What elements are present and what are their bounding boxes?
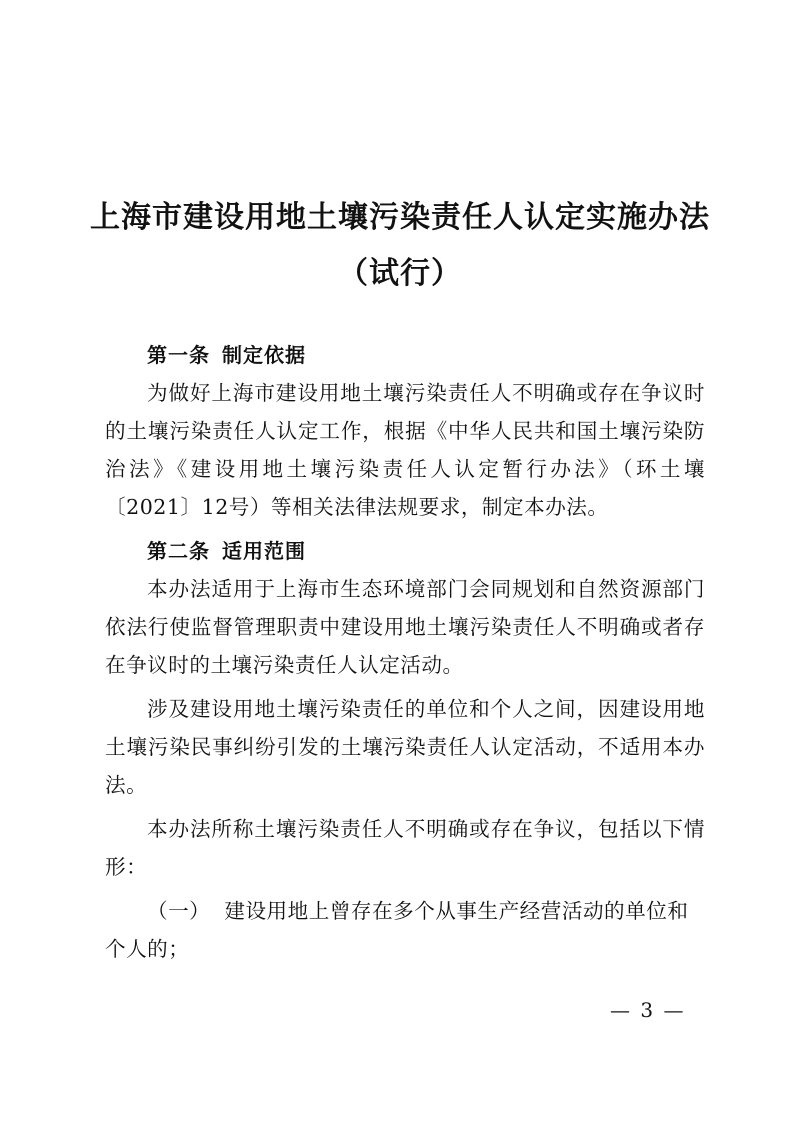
article-2-label: 第二条 (147, 539, 210, 563)
article-1-title: 制定依据 (222, 343, 306, 367)
article-2-title: 适用范围 (222, 539, 306, 563)
article-2-paragraph-3: 本办法所称土壤污染责任人不明确或存在争议，包括以下情形： (105, 817, 705, 879)
document-body (105, 336, 705, 968)
item-1-label: （一） (147, 899, 211, 923)
article-1-heading (105, 336, 705, 374)
article-2-heading (105, 532, 705, 570)
article-1-paragraph: 为做好上海市建设用地土壤污染责任人不明确或存在争议时的土壤污染责任人认定工作，根据《中华人民共和国土壤污染防治法》《建设用地土壤污染责任人认定暂行办法》（环土壤〔2021〕12号）等相关法律法规要求，制定本办法。 (105, 381, 705, 519)
article-2-item-1 (105, 892, 705, 968)
document-subtitle: （试行） (338, 256, 462, 291)
document-title: 上海市建设用地土壤污染责任人认定实施办法 (90, 200, 710, 235)
item-1-text: 建设用地上曾存在多个从事生产经营活动的单位和个人的； (105, 899, 689, 961)
article-2-paragraph-2: 涉及建设用地土壤污染责任的单位和个人之间，因建设用地土壤污染民事纠纷引发的土壤污染责任人认定活动，不适用本办法。 (105, 697, 705, 797)
article-1-label: 第一条 (147, 343, 210, 367)
page-number: — 3 — (610, 998, 686, 1022)
article-2-paragraph-1: 本办法适用于上海市生态环境部门会同规划和自然资源部门依法行使监督管理职责中建设用地土壤污染责任人不明确或者存在争议时的土壤污染责任人认定活动。 (105, 577, 705, 677)
